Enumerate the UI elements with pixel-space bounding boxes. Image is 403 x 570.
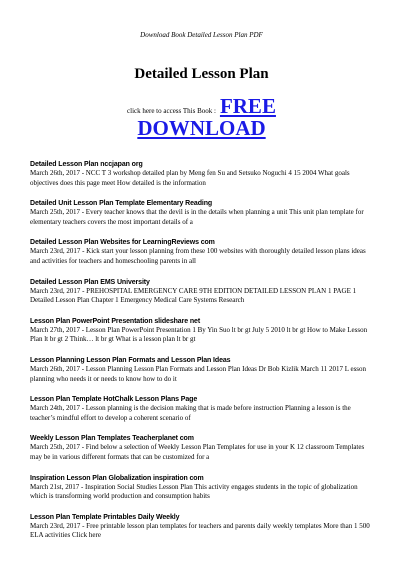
entry-snippet: March 23rd, 2017 - PREHOSPITAL EMERGENCY CARE 9TH EDITION DETAILED LESSON PLAN 1 PAGE 1 Detailed Lesson Plan Chapter 1 Emergency Medical Care Systems Research: [30, 286, 357, 305]
entry-title-link[interactable]: Lesson Plan PowerPoint Presentation slideshare net: [30, 317, 201, 325]
list-item: [30, 317, 375, 345]
list-item: [30, 238, 375, 266]
entry-title-link[interactable]: Weekly Lesson Plan Templates Teacherplanet com: [30, 435, 194, 443]
cta-prefix-text: click here to access This Book :: [127, 107, 216, 115]
list-item: [30, 395, 375, 423]
list-item: [30, 434, 375, 462]
entry-snippet: March 24th, 2017 - Lesson planning is the decision making that is made before instruction Planning a lesson is the teacher’s mindful effort to develop a coherent scenario of: [30, 404, 351, 422]
list-item: [30, 199, 375, 227]
entry-snippet: March 23rd, 2017 - Free printable lesson plan templates for teachers and parents daily weekly templates More than 1 500 ELA activities Click here: [30, 521, 370, 540]
entry-title-link[interactable]: Lesson Planning Lesson Plan Formats and Lesson Plan Ideas: [30, 356, 231, 364]
page-header-text: Download Book Detailed Lesson Plan PDF: [140, 31, 263, 39]
entry-snippet: March 23rd, 2017 - Kick start your lesson planning from these 100 websites with thoroughly detailed lesson plans ideas and activities for teachers and homeschooling parents in all: [30, 247, 366, 265]
entry-snippet: March 26th, 2017 - NCC T 3 workshop detailed plan by Meng fen Su and Setsuko Noguchi 4 15 2004 What goals objectives does this page meet How detailed is the information: [30, 169, 350, 187]
entry-title-link[interactable]: Detailed Lesson Plan Websites for LearningReviews com: [30, 239, 215, 247]
page-title: Detailed Lesson Plan: [134, 66, 269, 82]
entry-list: [30, 160, 375, 552]
entry-snippet: March 25th, 2017 - Every teacher knows that the devil is in the details when planning a unit This unit plan template for elementary teachers covers the most important details of a: [30, 208, 364, 226]
entry-snippet: March 26th, 2017 - Lesson Planning Lesson Plan Formats and Lesson Plan Ideas Dr Bob Kizlik March 11 2017 L esson planning who needs it or needs to know how to do it: [30, 364, 367, 383]
list-item: [30, 278, 375, 306]
free-download-link-line1[interactable]: FREE: [219, 94, 276, 118]
list-item: [30, 356, 375, 384]
entry-title-link[interactable]: Lesson Plan Template HotChalk Lesson Plans Page: [30, 396, 198, 404]
free-download-link-line2[interactable]: DOWNLOAD: [137, 116, 266, 140]
entry-title-link[interactable]: Detailed Unit Lesson Plan Template Elementary Reading: [30, 200, 213, 208]
download-cta: [0, 94, 403, 140]
list-item: [30, 160, 375, 188]
list-item: [30, 513, 375, 541]
entry-title-link[interactable]: Inspiration Lesson Plan Globalization inspiration com: [30, 474, 204, 482]
list-item: [30, 474, 375, 502]
entry-title-link[interactable]: Lesson Plan Template Printables Daily Weekly: [30, 513, 180, 521]
entry-title-link[interactable]: Detailed Lesson Plan EMS University: [30, 278, 150, 286]
entry-title-link[interactable]: Detailed Lesson Plan nccjapan org: [30, 161, 143, 168]
entry-snippet: March 21st, 2017 - Inspiration Social Studies Lesson Plan This activity engages students in the topic of globalization which is transforming world production and consumption habits: [30, 482, 358, 501]
entry-snippet: March 25th, 2017 - Find below a selection of Weekly Lesson Plan Templates for use in your K 12 classroom Templates may be in various different formats that can be customized for a: [30, 443, 365, 461]
entry-snippet: March 27th, 2017 - Lesson Plan PowerPoint Presentation 1 By Yin Suo lt br gt July 5 2010 lt br gt How to Make Lesson Plan lt br gt 2 Think… lt br gt What is a lesson plan lt br gt: [30, 325, 368, 344]
